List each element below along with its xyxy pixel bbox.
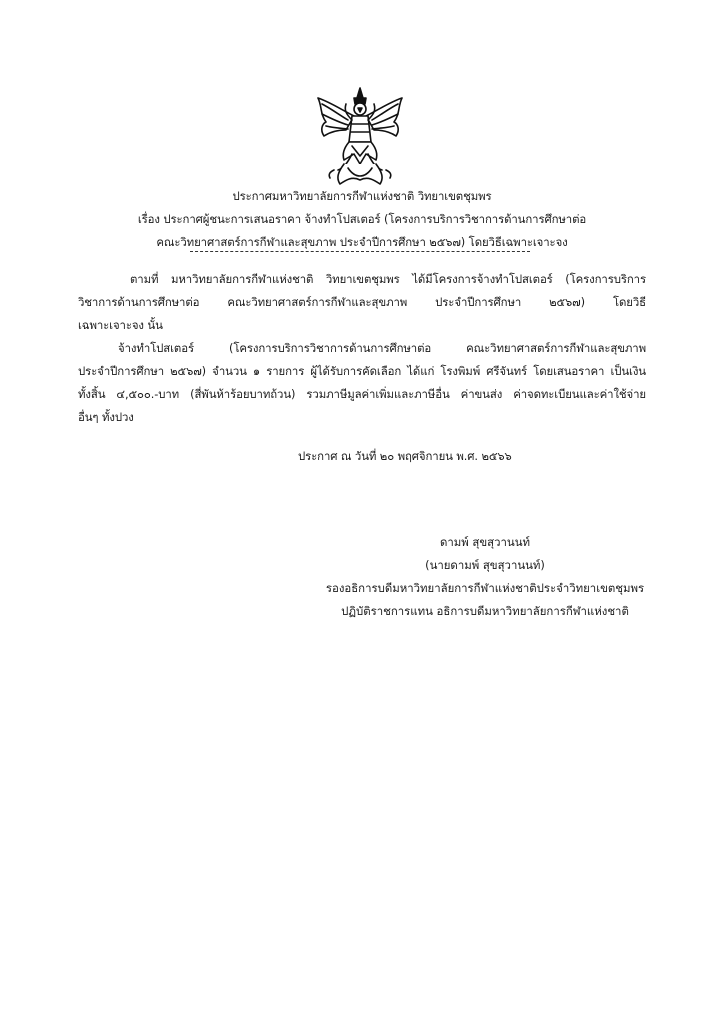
paragraph-1-line: ตามที่ มหาวิทยาลัยการกีฬาแห่งชาติ วิทยาเขตชุมพร ได้มีโครงการจ้างทำโปสเตอร์ (โครงการบริการ bbox=[130, 272, 646, 286]
signature-name: ดามพ์ สุขสุวานนท์ bbox=[440, 535, 530, 549]
paragraph-1-line: เฉพาะเจาะจง นั้น bbox=[78, 318, 163, 332]
paragraph-2-line: อื่นๆ ทั้งปวง bbox=[78, 410, 134, 424]
paragraph-2-line: ทั้งสิ้น ๔,๕๐๐.-บาท (สี่พันห้าร้อยบาทถ้วน) รวมภาษีมูลค่าเพิ่มและภาษีอื่น ค่าขนส่ง ค่าจดทะเบียนและค่าใช้จ่าย bbox=[78, 387, 646, 401]
header-divider bbox=[190, 251, 530, 253]
announcement-date: ประกาศ ณ วันที่ ๒๐ พฤศจิกายน พ.ศ. ๒๕๖๖ bbox=[298, 449, 512, 463]
signer-position: รองอธิการบดีมหาวิทยาลัยการกีฬาแห่งชาติประจำวิทยาเขตชุมพร bbox=[325, 581, 645, 595]
signer-printed-name: (นายดามพ์ สุขสุวานนท์) bbox=[425, 558, 545, 572]
announcement-title: ประกาศมหาวิทยาลัยการกีฬาแห่งชาติ วิทยาเขตชุมพร bbox=[232, 189, 492, 203]
paragraph-2-line: ประจำปีการศึกษา ๒๕๖๗) จำนวน ๑ รายการ ผู้ได้รับการคัดเลือก ได้แก่ โรงพิมพ์ ศรีจันทร์ โดยเสนอราคา เป็นเงิน bbox=[78, 364, 646, 378]
paragraph-2-line: จ้างทำโปสเตอร์ (โครงการบริการวิชาการด้านการศึกษาต่อ คณะวิทยาศาสตร์การกีฬาและสุขภาพ bbox=[118, 341, 646, 355]
garuda-emblem-icon bbox=[308, 84, 412, 188]
paragraph-1-line: วิชาการด้านการศึกษาต่อ คณะวิทยาศาสตร์การกีฬาและสุขภาพ ประจำปีการศึกษา ๒๕๖๗) โดยวิธี bbox=[78, 295, 646, 309]
signer-acting-position: ปฏิบัติราชการแทน อธิการบดีมหาวิทยาลัยการกีฬาแห่งชาติ bbox=[341, 604, 629, 618]
announcement-subject-cont: คณะวิทยาศาสตร์การกีฬาและสุขภาพ ประจำปีการศึกษา ๒๕๖๗) โดยวิธีเฉพาะเจาะจง bbox=[156, 235, 568, 249]
announcement-subject: เรื่อง ประกาศผู้ชนะการเสนอราคา จ้างทำโปสเตอร์ (โครงการบริการวิชาการด้านการศึกษาต่อ bbox=[137, 212, 587, 226]
